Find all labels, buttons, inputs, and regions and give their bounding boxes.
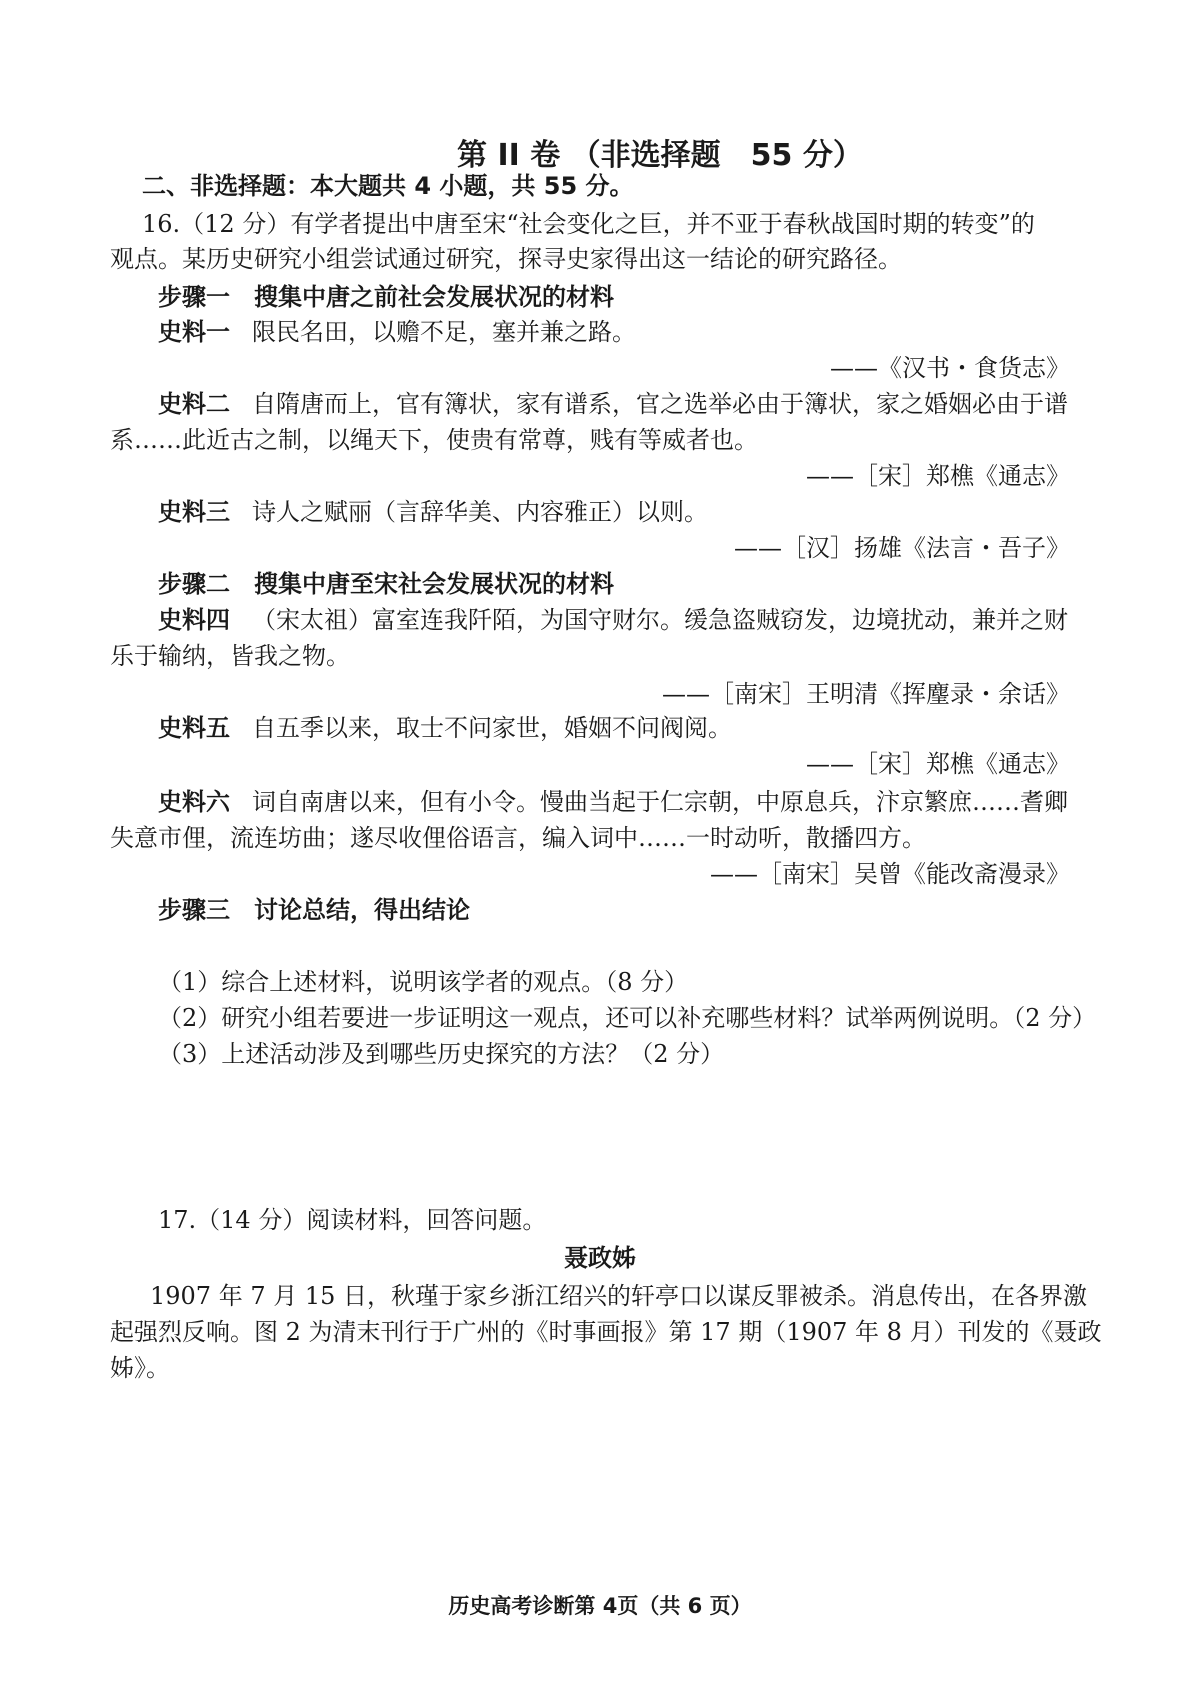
- q16-subquestion-2: （2）研究小组若要进一步证明这一观点，还可以补充哪些材料？试举两例说明。（2 分）: [158, 1004, 1097, 1032]
- material-3-label: 史料三: [158, 498, 230, 526]
- q17-stem: 17.（14 分）阅读材料，回答问题。: [158, 1206, 547, 1234]
- section-intro: 二、非选择题：本大题共 4 小题，共 55 分。: [142, 172, 634, 200]
- q16-subquestion-1: （1）综合上述材料，说明该学者的观点。（8 分）: [158, 968, 689, 996]
- material-6-source: ——［南宋］吴曾《能改斋漫录》: [710, 860, 1070, 888]
- material-1-text: 限民名田，以赡不足，塞并兼之路。: [252, 318, 636, 346]
- material-2-label: 史料二: [158, 390, 230, 418]
- material-6: [158, 786, 1068, 818]
- q16-subquestion-3: （3）上述活动涉及到哪些历史探究的方法？（2 分）: [158, 1040, 725, 1068]
- q17-text-line2: 起强烈反响。图 2 为清末刊行于广州的《时事画报》第 17 期（1907 年 8 月）刊发的《聂政: [110, 1318, 1102, 1346]
- q17-heading: 聂政姊: [564, 1244, 636, 1272]
- material-2-text-line1: 自隋唐而上，官有簿状，家有谱系，官之选举必由于簿状，家之婚姻必由于谱: [252, 390, 1068, 418]
- material-4: [158, 604, 1068, 636]
- page-footer: 历史高考诊断第 4页（共 6 页）: [448, 1594, 752, 1618]
- q17-text-line1: 1907 年 7 月 15 日，秋瑾于家乡浙江绍兴的轩亭口以谋反罪被杀。消息传出，在各界激: [150, 1282, 1088, 1310]
- material-5: [158, 712, 732, 744]
- material-2-text-line2: 系……此近古之制，以绳天下，使贵有常尊，贱有等威者也。: [110, 426, 758, 454]
- material-6-label: 史料六: [158, 788, 230, 816]
- q16-stem-line1: 16.（12 分）有学者提出中唐至宋“社会变化之巨，并不亚于春秋战国时期的转变”的: [142, 210, 1035, 238]
- material-6-text-line2: 失意市俚，流连坊曲；遂尽收俚俗语言，编入词中……一时动听，散播四方。: [110, 824, 926, 852]
- material-1: [158, 316, 636, 348]
- material-5-text: 自五季以来，取士不问家世，婚姻不问阀阅。: [252, 714, 732, 742]
- material-4-text-line1: （宋太祖）富室连我阡陌，为国守财尔。缓急盗贼窃发，边境扰动，兼并之财: [252, 606, 1068, 634]
- material-1-source: ——《汉书・食货志》: [830, 354, 1070, 382]
- material-1-label: 史料一: [158, 318, 230, 346]
- material-4-source: ——［南宋］王明清《挥麈录・余话》: [662, 680, 1070, 708]
- material-2-source: ——［宋］郑樵《通志》: [806, 462, 1070, 490]
- material-5-label: 史料五: [158, 714, 230, 742]
- step2-heading: 步骤二 搜集中唐至宋社会发展状况的材料: [158, 570, 614, 598]
- material-2: [158, 388, 1068, 420]
- q16-stem-line2: 观点。某历史研究小组尝试通过研究，探寻史家得出这一结论的研究路径。: [110, 245, 902, 273]
- material-3-text: 诗人之赋丽（言辞华美、内容雅正）以则。: [252, 498, 708, 526]
- material-6-text-line1: 词自南唐以来，但有小令。慢曲当起于仁宗朝，中原息兵，汴京繁庶……耆卿: [252, 788, 1068, 816]
- material-3-source: ——［汉］扬雄《法言・吾子》: [734, 534, 1070, 562]
- material-3: [158, 496, 708, 528]
- material-5-source: ——［宋］郑樵《通志》: [806, 750, 1070, 778]
- step3-heading: 步骤三 讨论总结，得出结论: [158, 896, 470, 924]
- q17-text-line3: 姊》。: [110, 1354, 170, 1382]
- material-4-label: 史料四: [158, 606, 230, 634]
- section-title: 第 II 卷 （非选择题 55 分）: [457, 138, 863, 173]
- material-4-text-line2: 乐于输纳，皆我之物。: [110, 642, 350, 670]
- step1-heading: 步骤一 搜集中唐之前社会发展状况的材料: [158, 283, 614, 311]
